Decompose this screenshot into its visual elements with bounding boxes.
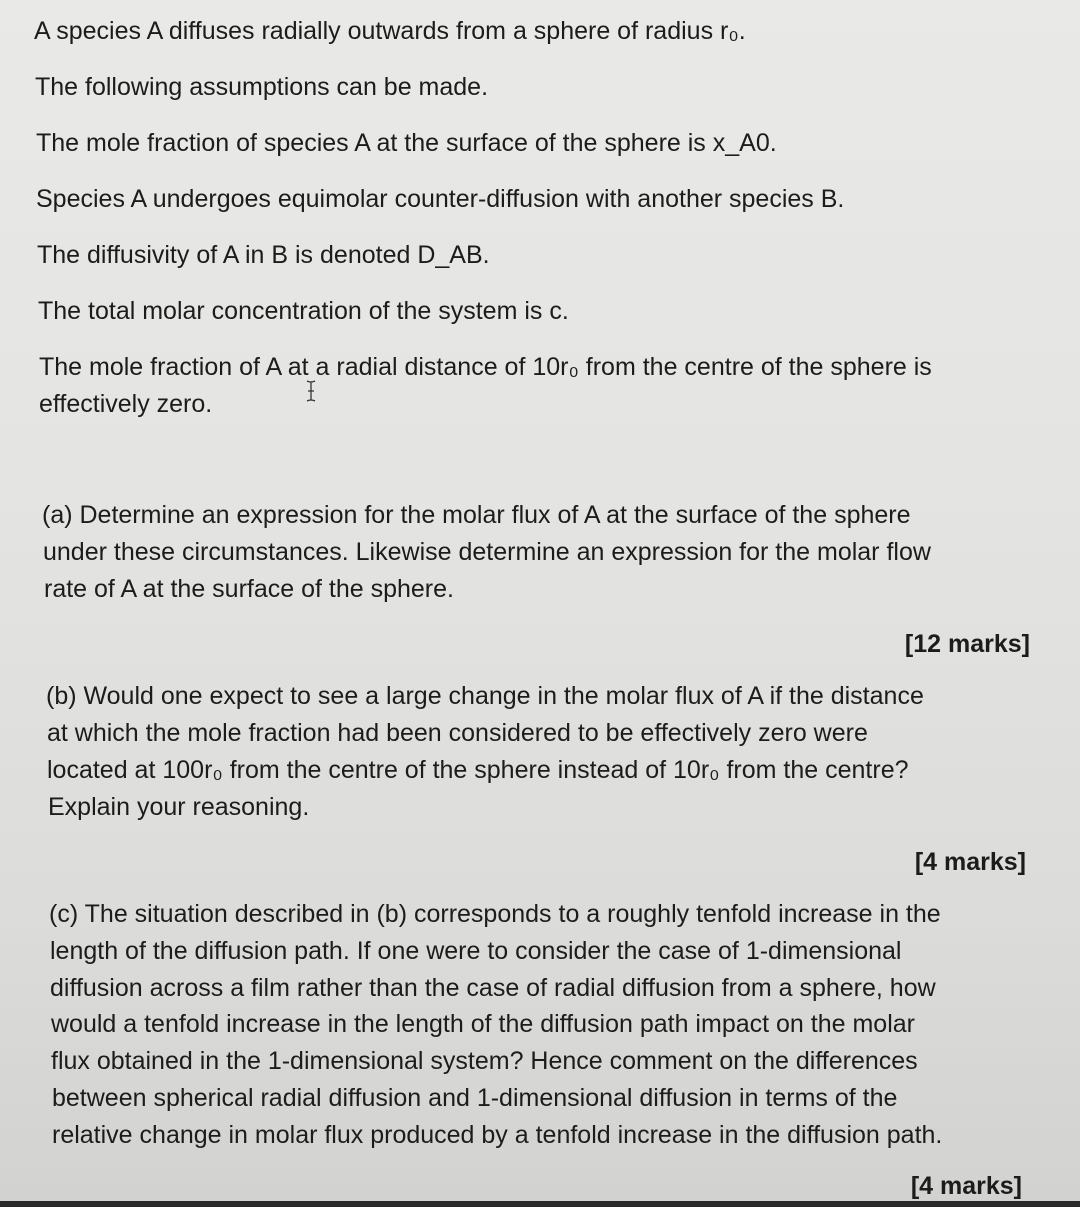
intro-line-6: The total molar concentration of the system is c. bbox=[38, 297, 569, 325]
intro-line-7-row-2: effectively zero. bbox=[39, 390, 213, 418]
intro-line-4: Species A undergoes equimolar counter-diffusion with another species B. bbox=[36, 185, 845, 213]
part-a-row: rate of A at the surface of the sphere. bbox=[44, 575, 454, 603]
part-b-marks: [4 marks] bbox=[914, 848, 1026, 876]
part-c-marks: [4 marks] bbox=[910, 1172, 1022, 1200]
part-a-row: (a) Determine an expression for the molar flux of A at the surface of the sphere bbox=[42, 501, 911, 529]
part-c-row: length of the diffusion path. If one were to consider the case of 1-dimensional bbox=[50, 937, 902, 965]
part-c-row: relative change in molar flux produced by a tenfold increase in the diffusion path. bbox=[52, 1121, 943, 1149]
screen-bottom-edge bbox=[0, 1201, 1080, 1207]
part-b-row: located at 100r₀ from the centre of the sphere instead of 10r₀ from the centre? bbox=[47, 756, 909, 784]
part-b-row: at which the mole fraction had been considered to be effectively zero were bbox=[47, 719, 868, 747]
intro-line-3: The mole fraction of species A at the surface of the sphere is x_A0. bbox=[36, 129, 777, 157]
part-b-row: Explain your reasoning. bbox=[48, 793, 310, 821]
part-c-row: (c) The situation described in (b) corresponds to a roughly tenfold increase in the bbox=[49, 900, 941, 928]
part-c-row: would a tenfold increase in the length of the diffusion path impact on the molar bbox=[51, 1010, 915, 1038]
intro-line-7-row-1: The mole fraction of A at a radial distance of 10r₀ from the centre of the sphere is bbox=[39, 353, 932, 381]
intro-line-2: The following assumptions can be made. bbox=[35, 73, 489, 101]
intro-line-1: A species A diffuses radially outwards from a sphere of radius r₀. bbox=[34, 17, 746, 45]
intro-line-5: The diffusivity of A in B is denoted D_AB. bbox=[37, 241, 490, 269]
part-c-row: between spherical radial diffusion and 1-dimensional diffusion in terms of the bbox=[52, 1084, 898, 1112]
part-c-row: flux obtained in the 1-dimensional system? Hence comment on the differences bbox=[51, 1047, 918, 1075]
part-b-row: (b) Would one expect to see a large change in the molar flux of A if the distance bbox=[46, 682, 924, 710]
part-c-row: diffusion across a film rather than the case of radial diffusion from a sphere, how bbox=[50, 974, 936, 1002]
part-a-marks: [12 marks] bbox=[904, 630, 1030, 658]
part-a-row: under these circumstances. Likewise determine an expression for the molar flow bbox=[43, 538, 931, 566]
i-beam-cursor-icon bbox=[304, 380, 318, 402]
